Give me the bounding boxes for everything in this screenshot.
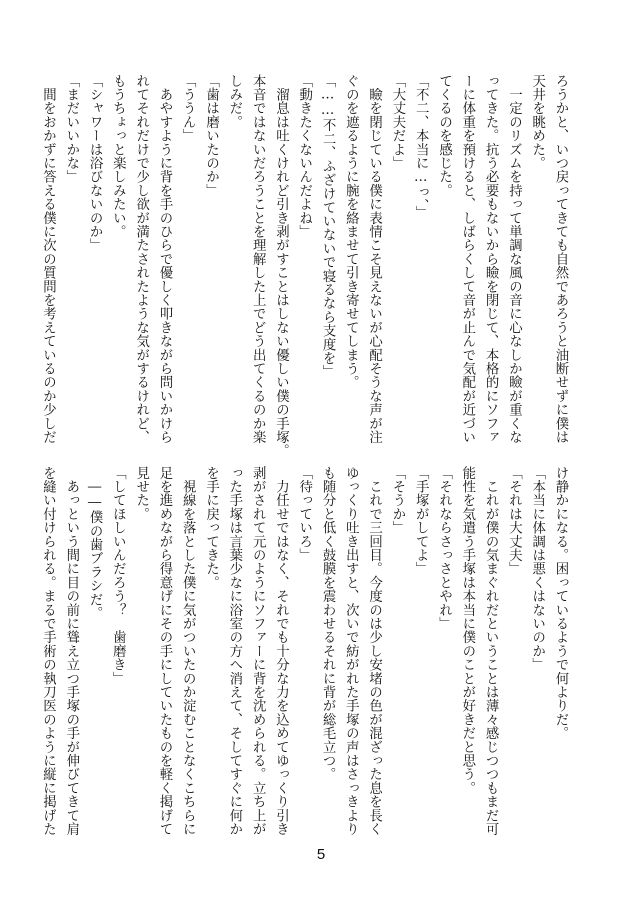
text-line-bottom: ゆっくり吐き出すと、次いで紡がれた手塚の声はさっきより: [343, 466, 359, 836]
text-line-bottom: 力任せではなく、それでも十分な力を込めてゆっくり引き: [273, 466, 289, 836]
text-line-bottom: った手塚は言葉少なに浴室の方へ消えて、そしてすぐに何か: [226, 466, 242, 836]
text-line-top: ぐのを遮るように腕を絡ませて引き寄せてしまう。: [343, 74, 359, 390]
text-line-top: てくるのを感じた。: [436, 74, 452, 198]
text-line-bottom: 見せた。: [133, 466, 149, 521]
text-line-bottom: 「本当に体調は悪くはないのか」: [529, 466, 545, 672]
text-line-bottom: 「それならさっさとやれ」: [436, 466, 452, 631]
text-line-top: 天井を眺めた。: [529, 74, 545, 170]
text-line-bottom: を手に戻ってきた。: [203, 466, 219, 590]
text-block-top: [40, 74, 572, 458]
text-line-top: もうちょっと楽しみたい。: [110, 74, 126, 239]
text-line-top: 間をおかずに答える僕に次の質問を考えているのか少しだ: [40, 74, 56, 444]
text-line-top: 「まだいいかな」: [63, 74, 79, 184]
text-line-bottom: ――僕の歯ブラシだ。: [87, 466, 103, 620]
text-line-top: ーに体重を預けると、しばらくして音が止んで気配が近づい: [459, 74, 475, 444]
text-line-bottom: 足を進めながら得意げにその手にしていたものを軽く掲げて: [156, 466, 172, 836]
page-number: 5: [316, 846, 326, 863]
text-line-top: 「シャワーは浴びないのか」: [87, 74, 103, 253]
text-line-bottom: 「手塚がしてよ」: [413, 466, 429, 576]
text-line-bottom: 視線を落とした僕に気がついたのか淀むことなくこちらに: [180, 466, 196, 836]
text-line-top: 本音ではないだろうことを理解した上でどう出てくるのか楽: [250, 74, 266, 444]
text-line-bottom: あっという間に目の前に聳え立つ手塚の手が伸びてきて肩: [63, 466, 79, 836]
text-line-top: 瞼を閉じている僕に表情こそ見えないが心配そうな声が注: [366, 74, 382, 444]
text-line-top: れてそれだけで少し欲が満たされたような気がするけれど、: [133, 74, 149, 444]
text-line-bottom: 剥がされて元のようにソファーに背を沈められる。立ち上が: [250, 466, 266, 836]
text-line-top: 「歯は磨いたのか」: [203, 74, 219, 198]
text-block-bottom: [40, 466, 572, 836]
text-line-top: 「不二、本当に…っ、」: [413, 74, 429, 220]
text-line-top: 「ううん」: [180, 74, 196, 143]
text-line-bottom: 「それは大丈夫」: [506, 466, 522, 576]
text-line-top: 「動きたくないんだよね」: [296, 74, 312, 239]
text-line-top: 溜息は吐くけれど引き剥がすことはしない優しい僕の手塚。: [273, 74, 289, 458]
text-line-top: しみだ。: [226, 74, 242, 129]
text-line-bottom: 「そうか」: [389, 466, 405, 535]
text-line-bottom: これで三回目。今度のは少し安堵の色が混ざった息を長く: [366, 466, 382, 836]
text-line-top: 一定のリズムを持って単調な風の音に心なしか瞼が重くな: [506, 74, 522, 444]
text-line-top: 「大丈夫だよ」: [389, 74, 405, 170]
text-line-bottom: これが僕の気まぐれだということは薄々感じつつもまだ可: [483, 466, 499, 836]
text-line-bottom: 能性を気遣う手塚は本当に僕のことが好きだと思う。: [459, 466, 475, 795]
text-line-top: ってきた。抗う必要もないから瞼を閉じて、本格的にソファ: [483, 74, 499, 444]
text-line-top: ろうかと、いつ戻ってきても自然であろうと油断せずに僕は: [553, 74, 568, 444]
text-line-bottom: け静かになる。困っているようで何よりだ。: [553, 466, 568, 740]
text-line-bottom: 「待っていろ」: [296, 466, 312, 562]
text-line-top: 「……不二、ふざけていないで寝るなら支度を」: [320, 74, 336, 379]
text-line-bottom: を縫い付けられる。まるで手術の執刀医のように縦に掲げた: [40, 466, 56, 836]
text-line-top: あやすように背を手のひらで優しく叩きながら問いかけら: [156, 74, 172, 444]
text-line-bottom: も随分と低く鼓膜を震わせるそれに背が総毛立つ。: [320, 466, 336, 782]
text-line-bottom: 「してほしいんだろう？ 歯磨き」: [110, 466, 126, 686]
